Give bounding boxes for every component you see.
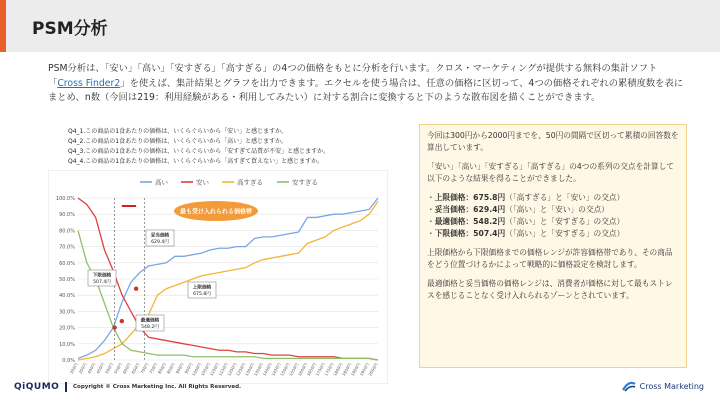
intersection-point bbox=[120, 319, 124, 323]
intersection-point bbox=[134, 287, 138, 291]
summary-paragraph: 「安い」「高い」「安すぎる」「高すぎる」の4つの系列の交点を計算して以下のような結果を得ることができました。 bbox=[427, 162, 675, 183]
x-tick-label: 700円 bbox=[139, 362, 150, 375]
brand-name: Cross Marketing bbox=[639, 381, 704, 391]
x-tick-label: 1250円 bbox=[235, 362, 247, 377]
price-result-desc: （「高い」と「安すぎる」の交点） bbox=[505, 217, 625, 226]
price-result-list bbox=[427, 192, 679, 240]
x-tick-label: 1200円 bbox=[226, 362, 238, 377]
x-tick-label: 1450円 bbox=[270, 362, 282, 377]
question-item: Q4_2.この商品の1食あたりの価格は、いくらぐらいから「高い」と感じますか。 bbox=[68, 138, 288, 145]
intro-text-2: 」を使えば、集計結果とグラフを出力できます。エクセルを使う場合は、任意の価格に区切って、4つの価格それぞれの累積度数を表にまとめ、n数（今回は219：利用経験がある・利用してみたい）に対する割合に変換すると下のような散布図を描くことができます。 bbox=[48, 77, 684, 103]
x-tick-label: 950円 bbox=[183, 362, 194, 375]
x-tick-label: 1650円 bbox=[305, 362, 318, 377]
x-tick-label: 1850円 bbox=[340, 362, 353, 377]
question-list bbox=[68, 127, 408, 167]
legend-label: 安すぎる bbox=[292, 178, 318, 187]
legend-label: 安い bbox=[196, 178, 209, 187]
lower-price-callout-value: 507.4円 bbox=[93, 280, 111, 285]
optimal-price-callout-label: 最適価格 bbox=[140, 318, 160, 324]
x-tick-label: 350円 bbox=[77, 362, 88, 375]
banner-text: 最も受け入れられる価格帯 bbox=[179, 208, 253, 216]
x-tick-label: 1150円 bbox=[217, 362, 229, 377]
question-item: Q4_3.この商品の1食あたりの価格は、いくらぐらいから「安すぎて品質が不安」と感じますか。 bbox=[68, 148, 330, 155]
qiqumo-logo: QiQUMO bbox=[14, 382, 60, 392]
lower-price-callout-label: 下限価格 bbox=[92, 273, 112, 279]
summary-paragraph: 最適価格と妥当価格の価格レンジは、消費者が価格に対して最もストレスを感じることなく受け入れられるゾーンとされています。 bbox=[427, 279, 673, 300]
x-tick-label: 500円 bbox=[104, 362, 115, 375]
x-tick-label: 1700円 bbox=[314, 362, 326, 377]
price-result-desc: （「高すぎる」と「安い」の交点） bbox=[505, 193, 625, 202]
title-bar bbox=[0, 0, 720, 52]
price-result-desc: （「高い」と「安すぎる」の交点） bbox=[505, 229, 625, 238]
price-result-item: ・上限価格：675.8円（「高すぎる」と「安い」の交点） bbox=[427, 193, 625, 202]
x-tick-label: 1550円 bbox=[288, 362, 300, 377]
y-tick-label: 90.0% bbox=[59, 212, 75, 219]
y-tick-label: 50.0% bbox=[59, 277, 75, 283]
cross-marketing-brand bbox=[622, 380, 704, 392]
x-tick-label: 1400円 bbox=[261, 362, 273, 377]
x-tick-label: 800円 bbox=[156, 362, 168, 375]
y-tick-label: 20.0% bbox=[59, 325, 75, 332]
fair-price-callout-value: 629.4円 bbox=[151, 240, 169, 245]
price-result-label: 上限価格：675.8円 bbox=[434, 193, 506, 202]
y-tick-label: 60.0% bbox=[59, 260, 75, 267]
x-tick-label: 300円 bbox=[68, 362, 79, 375]
intro-text-1: PSM分析は、「安い」「高い」「安すぎる」「高すぎる」の4つの価格をもとに分析を行います。クロス・マーケティングが提供する無料の集計ソフト「 bbox=[48, 63, 658, 89]
x-tick-label: 1350円 bbox=[252, 362, 265, 377]
x-tick-label: 1100円 bbox=[208, 362, 221, 377]
legend-label: 高い bbox=[155, 178, 168, 187]
question-item: Q4_1.この商品の1食あたりの価格は、いくらぐらいから「安い」と感じますか。 bbox=[68, 128, 288, 135]
footer-divider bbox=[65, 382, 67, 392]
x-tick-label: 1750円 bbox=[323, 362, 335, 377]
cross-marketing-logo-icon bbox=[622, 380, 636, 392]
y-tick-label: 30.0% bbox=[59, 309, 75, 316]
x-tick-label: 2000円 bbox=[367, 362, 379, 377]
price-result-item: ・最適価格：548.2円（「高い」と「安すぎる」の交点） bbox=[427, 217, 625, 226]
legend-label: 高すぎる bbox=[237, 178, 263, 187]
upper-price-callout-label: 上限価格 bbox=[192, 285, 212, 291]
x-tick-label: 450円 bbox=[95, 362, 106, 375]
cross-finder-link[interactable]: Cross Finder2 bbox=[57, 77, 121, 89]
question-item: Q4_4.この商品の1食あたりの価格は、いくらぐらいから「高すぎて買えない」と感じますか。 bbox=[68, 158, 324, 165]
price-result-item: ・妥当価格：629.4円（「高い」と「安い」の交点） bbox=[427, 205, 609, 214]
x-tick-label: 850円 bbox=[165, 362, 176, 375]
intersection-point bbox=[112, 325, 116, 329]
x-tick-label: 600円 bbox=[121, 362, 132, 375]
y-tick-label: 100.0% bbox=[55, 196, 75, 202]
price-result-item: ・下限価格：507.4円（「高い」と「安すぎる」の交点） bbox=[427, 229, 625, 238]
summary-paragraph: 上限価格から下限価格までの価格レンジが許容価格帯であり、その商品をどう位置づけるかによって戦略的に価格設定を検討します。 bbox=[427, 248, 673, 269]
x-tick-label: 1900円 bbox=[349, 362, 362, 377]
price-result-label: 下限価格：507.4円 bbox=[434, 229, 506, 238]
copyright-text: Copyright © Cross Marketing Inc. All Rights Reserved. bbox=[73, 384, 242, 390]
optimal-price-callout-value: 548.2円 bbox=[141, 325, 159, 330]
intro-paragraph bbox=[48, 62, 688, 106]
price-result-label: 妥当価格：629.4円 bbox=[434, 205, 506, 214]
y-tick-label: 80.0% bbox=[59, 228, 75, 235]
y-tick-label: 40.0% bbox=[59, 293, 75, 300]
x-tick-label: 1600円 bbox=[296, 362, 309, 377]
x-tick-label: 650円 bbox=[130, 362, 141, 375]
x-tick-label: 400円 bbox=[86, 362, 97, 375]
price-result-desc: （「高い」と「安い」の交点） bbox=[505, 205, 609, 214]
x-tick-label: 1000円 bbox=[190, 362, 203, 377]
summary-box bbox=[419, 124, 687, 368]
summary-paragraph: 今回は300円から2000円までを、50円の間隔で区切って累積の回答数を算出しています。 bbox=[427, 131, 679, 152]
y-tick-label: 70.0% bbox=[59, 244, 75, 251]
fair-price-callout-label: 妥当価格 bbox=[150, 233, 170, 239]
x-tick-label: 1800円 bbox=[332, 362, 344, 377]
y-tick-label: 10.0% bbox=[59, 341, 75, 348]
upper-price-callout-value: 675.8円 bbox=[193, 292, 211, 297]
x-tick-label: 1300円 bbox=[243, 362, 256, 377]
x-tick-label: 750円 bbox=[148, 362, 159, 375]
x-tick-label: 550円 bbox=[112, 362, 123, 375]
x-tick-label: 900円 bbox=[174, 362, 185, 375]
page-title: PSM分析 bbox=[32, 19, 108, 39]
x-tick-label: 1500円 bbox=[279, 362, 291, 377]
price-result-label: 最適価格：548.2円 bbox=[434, 217, 506, 226]
psm-chart bbox=[48, 170, 388, 384]
x-tick-label: 1950円 bbox=[358, 362, 371, 377]
x-tick-label: 1050円 bbox=[199, 362, 212, 377]
y-tick-label: 0.0% bbox=[62, 358, 75, 364]
